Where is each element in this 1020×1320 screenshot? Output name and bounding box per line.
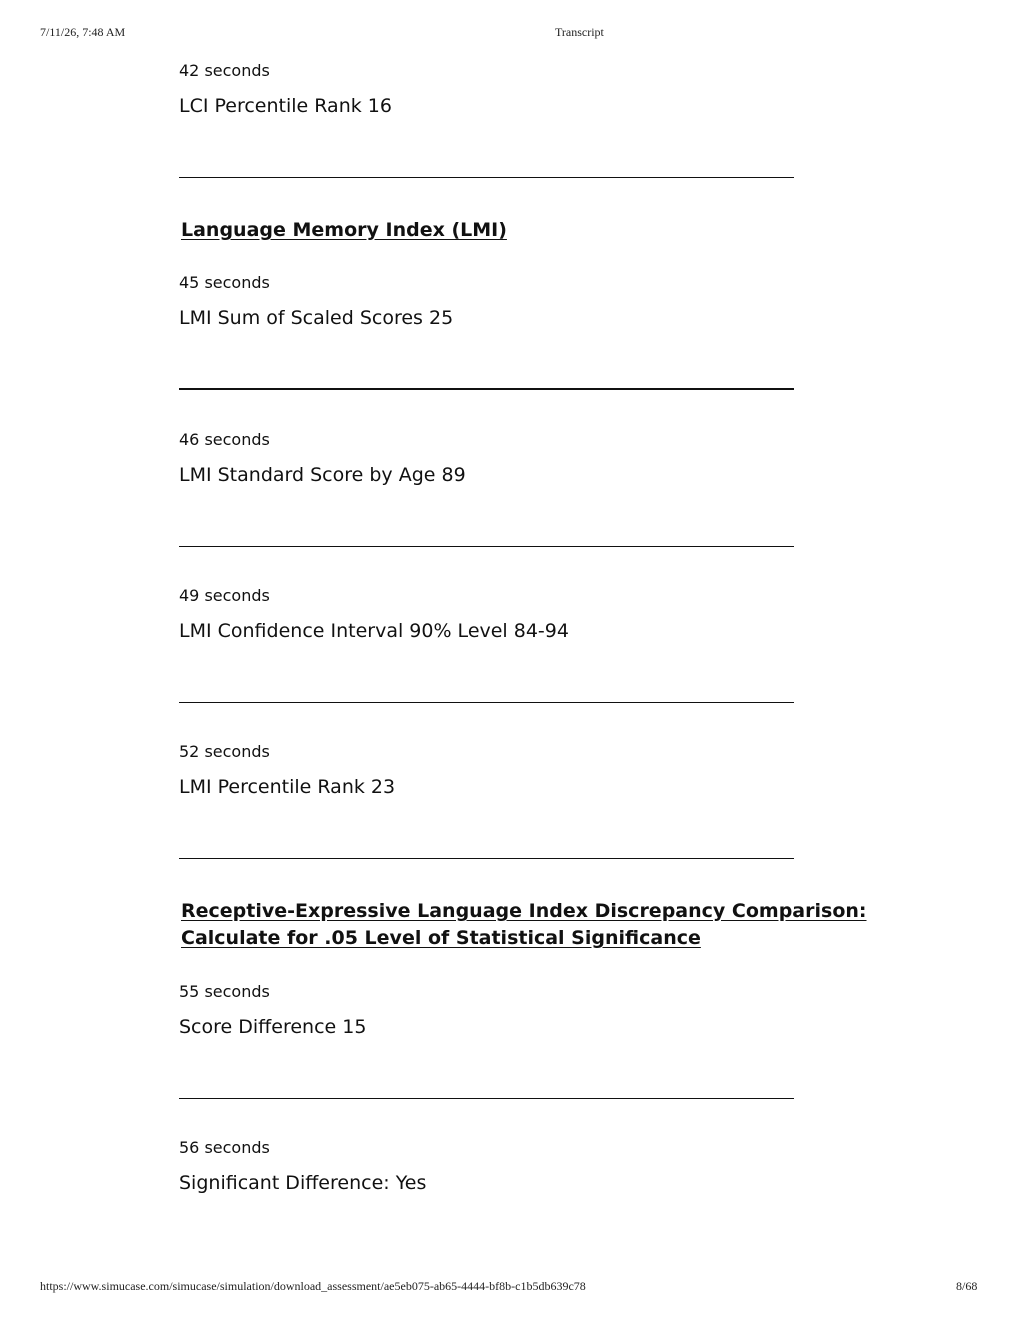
entry-text: LMI Percentile Rank 23 [179, 776, 396, 798]
entry-time: 45 seconds [179, 273, 270, 292]
entry-text: Score Difference 15 [179, 1016, 367, 1038]
print-title: Transcript [555, 25, 604, 39]
entry-text: LCI Percentile Rank 16 [179, 95, 392, 117]
entry-text: LMI Standard Score by Age 89 [179, 464, 466, 486]
entry-time: 49 seconds [179, 586, 270, 605]
entry-time: 56 seconds [179, 1138, 270, 1157]
divider [179, 1098, 794, 1099]
divider [179, 546, 794, 547]
divider [179, 702, 794, 703]
entry-text: LMI Confidence Interval 90% Level 84-94 [179, 620, 569, 642]
print-url: https://www.simucase.com/simucase/simulation/download_assessment/ae5eb075-ab65-4444-bf8b-c1b5db639c78 [40, 1279, 586, 1293]
section-title-discrepancy: Receptive-Expressive Language Index Discrepancy Comparison: Calculate for .05 Level of Statistical Significance [181, 900, 867, 949]
entry-time: 42 seconds [179, 61, 270, 80]
section-title-lmi: Language Memory Index (LMI) [181, 219, 507, 241]
entry-time: 55 seconds [179, 982, 270, 1001]
print-datetime: 7/11/26, 7:48 AM [40, 25, 126, 39]
divider [179, 388, 794, 390]
entry-time: 46 seconds [179, 430, 270, 449]
entry-time: 52 seconds [179, 742, 270, 761]
divider [179, 858, 794, 859]
entry-text: Significant Difference: Yes [179, 1172, 427, 1194]
page-number: 8/68 [956, 1279, 978, 1293]
divider [179, 177, 794, 178]
entry-text: LMI Sum of Scaled Scores 25 [179, 307, 454, 329]
